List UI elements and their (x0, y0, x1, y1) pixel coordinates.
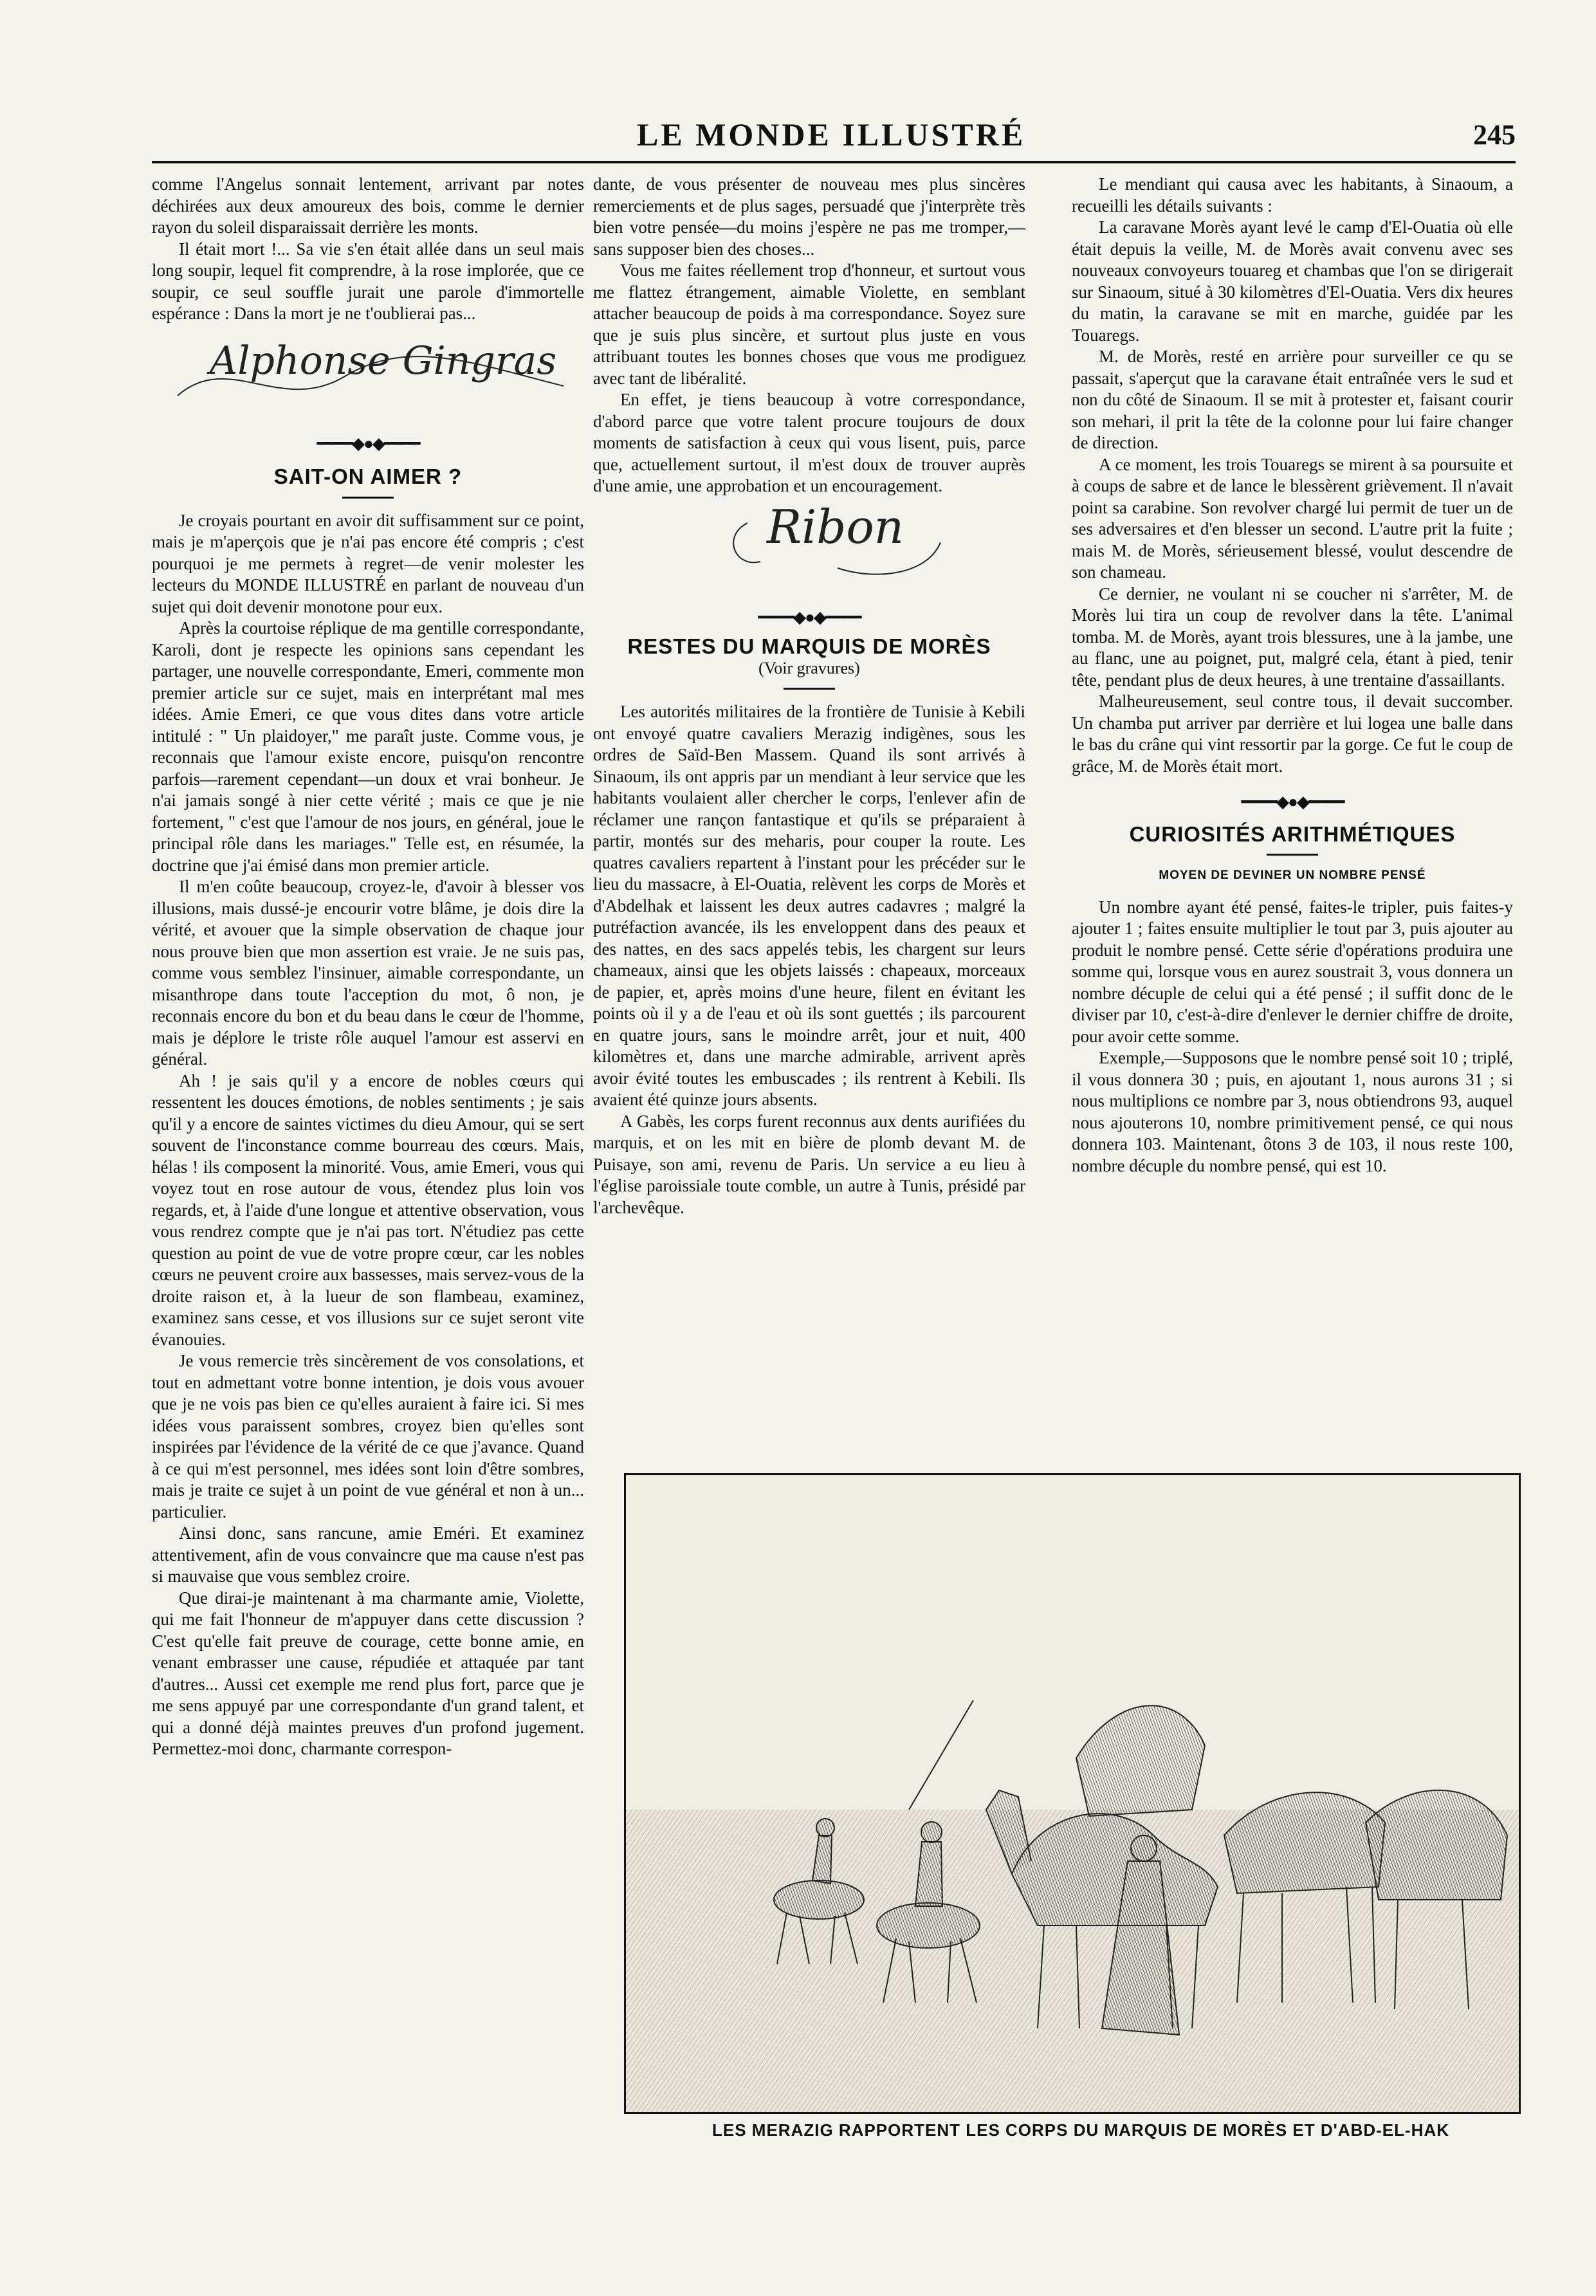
column-3 (1072, 174, 1513, 1177)
column-1 (152, 174, 584, 1760)
paragraph: La caravane Morès ayant levé le camp d'El-Ouatia où elle était depuis la veille, M. de Morès avait convenu avec ses nouveaux convoyeurs touareg et chambas que l'on se dirigerait sur Sinaoum, situé à 30 kilomètres d'El-Ouatia. Vers dix heures du matin, la caravane se mit en marche, guidée par les Touaregs. (1072, 217, 1513, 345)
paragraph: Malheureusement, seul contre tous, il devait succomber. Un chamba put arriver par derrière et lui logea une balle dans le bas du crâne qui vint ressortir par la gorge. Ce fut le coup de grâce, M. de Morès était mort. (1072, 692, 1513, 776)
paragraph: A Gabès, les corps furent reconnus aux dents aurifiées du marquis, et on les mit en bière de plomb devant M. de Puisaye, son ami, revenu de Paris. Un service a eu lieu à l'église paroissiale toute comble, un autre à Tunis, présidé par l'archevêque. (593, 1111, 1025, 1217)
paragraph: Il m'en coûte beaucoup, croyez-le, d'avoir à blesser vos illusions, mais dussé-je encourir votre blâme, je dois dire la vérité, et avouer que la simple observation de chaque jour nous prouve bien que mon assertion est vraie. Je ne suis pas, comme vous semblez l'insinuer, aimable correspondante, un misanthrope dans toute l'acception du mot, ô non, je reconnais encore du bon et du beau dans le cœur de l'homme, mais je déplore le triste rôle auquel l'amour est asservi en général. (152, 877, 584, 1069)
paragraph: Ah ! je sais qu'il y a encore de nobles cœurs qui ressentent les douces émotions, de nobles sentiments ; je sais qu'il y a encore de saintes victimes du dieu Amour, qui se sert souvent de l'inconstance comme bourreau des cœurs. Mais, hélas ! ils composent la minorité. Vous, amie Emeri, vous qui voyez tout en rose autour de vous, étendez plus loin vos regards, et, à l'aide d'une longue et attentive observation, vous vous rendrez compte que je n'ai pas tort. N'étudiez pas cette question au point de vue de votre propre cœur, car les nobles cœurs ne peuvent croire aux bassesses, mais servez-vous de la droite raison et, à la lueur de son flambeau, examinez, examinez sans cesse, et vos illusions sur ce sujet seront vite évanouies. (152, 1070, 584, 1349)
paragraph: Ainsi donc, sans rancune, amie Eméri. Et examinez attentivement, afin de vous convaincre que ma cause n'est pas si mauvaise que vous semblez croire. (152, 1523, 584, 1586)
paragraph: Vous me faites réellement trop d'honneur, et surtout vous me flattez étrangement, aimable Violette, en semblant attacher beaucoup de poids à ma correspondance. Soyez sure que je suis plus sincère, et surtout plus juste en vous attribuant toutes les bonnes choses que vous me prodiguez avec tant de libéralité. (593, 261, 1025, 388)
section-title: SAIT-ON AIMER ? (273, 464, 463, 488)
masthead-title: LE MONDE ILLUSTRÉ (637, 116, 1026, 152)
paragraph: Il était mort !... Sa vie s'en était allée dans un seul mais long soupir, lequel fit comprendre, à la rose implorée, que ce soupir, ce seul souffle jurait une parole d'immortelle espérance : Dans la mort je ne t'oublierai pas... (152, 239, 584, 323)
paragraph: Que dirai-je maintenant à ma charmante amie, Violette, qui me fait l'honneur de m'appuyer dans cette discussion ? C'est qu'elle fait preuve de courage, cette bonne amie, en venant embrasser une cause, répudiée et attaquée par tant d'autres... Aussi cet exemple me rend plus fort, parce que je me sens appuyé par une correspondante d'un grand talent, et qui a donné déjà maintes preuves d'un profond jugement. Permettez-moi donc, charmante correspon- (152, 1588, 584, 1758)
section-subtitle: (Voir gravures) (758, 658, 860, 677)
paragraph: Ce dernier, ne voulant ni se coucher ni s'arrêter, M. de Morès lui tira un coup de revolver dans la tête. L'animal tomba. M. de Morès, ayant trois blessures, une à la jambe, une au flanc, une au poignet, put, malgré cela, étant à pied, tenir tête, pendant plus de deux heures, à une trentaine d'assaillants. (1072, 583, 1513, 690)
signature-text: Ribon (767, 499, 904, 554)
paragraph: comme l'Angelus sonnait lentement, arrivant par notes déchirées aux deux amoureux des bois, comme le dernier rayon du soleil disparaissait derrière les monts. (152, 174, 584, 237)
short-rule (1267, 854, 1318, 856)
paragraph: Un nombre ayant été pensé, faites-le tripler, puis faites-y ajouter 1 ; faites ensuite multiplier le tout par 3, puis ajouter au produit le nombre pensé. Cette série d'opérations produira une somme qui, lorsque vous en aurez soustrait 3, vous donnera un nombre décuple de celui qui a été pensé ; il suffit donc de le diviser par 10, c'est-à-dire d'enlever le dernier chiffre de droite, pour avoir cette somme. (1072, 897, 1513, 1046)
ornament-divider: ━━━━◆●◆━━━━ (758, 607, 861, 627)
engraving-illustration (624, 1473, 1521, 2114)
paragraph: Le mendiant qui causa avec les habitants, à Sinaoum, a recueilli les détails suivants : (1072, 174, 1513, 216)
paragraph: M. de Morès, resté en arrière pour surveiller ce qu se passait, s'aperçut que la caravane était entraînée vers le sud et non du côté de Sinaoum. Il se mit à protester et, faisant courir son mehari, il prit la tête de la colonne pour lui faire changer de direction. (1072, 347, 1513, 452)
page-number: 245 (1473, 119, 1516, 151)
section-subtitle: MOYEN DE DEVINER UN NOMBRE PENSÉ (1159, 868, 1426, 882)
ornament-divider: ━━━━◆●◆━━━━ (1241, 793, 1344, 811)
section-title: RESTES DU MARQUIS DE MORÈS (627, 634, 991, 658)
signature-block (593, 497, 1025, 600)
section-title: CURIOSITÉS ARITHMÉTIQUES (1129, 822, 1456, 846)
short-rule (342, 497, 394, 499)
ornament-divider: ━━━━◆●◆━━━━ (316, 434, 419, 453)
signature-block (152, 325, 584, 421)
paragraph: Je croyais pourtant en avoir dit suffisamment sur ce point, mais je m'aperçois que je n'ai pas encore été compris ; c'est pourquoi je me permets à regret—de venir molester les lecteurs du MONDE ILLUSTRÉ en parlant de nouveau d'un sujet qui doit devenir monotone pour eux. (152, 510, 584, 616)
paragraph: Après la courtoise réplique de ma gentille correspondante, Karoli, dont je respecte les opinions sans cependant les partager, une nouvelle correspondante, Emeri, commente mon premier article sur ce sujet, mais en interprétant mal mes idées. Amie Emeri, ce que vous dites dans votre article intitulé : " Un plaidoyer," me paraît juste. Comme vous, je reconnais que l'amour existe encore, puisqu'on rencontre parfois—rarement cependant—un doux et vrai bonheur. Je n'ai jamais songé à nier cette vérité ; mais ce que je nie fortement, " c'est que l'amour de nos jours, en général, joue le principal rôle dans les mariages." Telle est, en résumée, la doctrine que j'ai émisé dans mon premier article. (152, 618, 584, 875)
header-rule (152, 161, 1516, 163)
column-2 (593, 174, 1025, 1218)
paragraph: Les autorités militaires de la frontière de Tunisie à Kebili ont envoyé quatre cavaliers Merazig indigènes, sous les ordres de Saïd-Ben Massem. Quand ils sont arrivés à Sinaoum, ils ont appris par un mendiant à leur service que les habitants voulaient aller chercher le corps, l'enlever afin de réclamer une rançon fantastique et qu'ils se préparaient à partir, montés sur des meharis, pour couper la route. Les quatres cavaliers repartent à l'instant pour les précéder sur le lieu du massacre, à El-Ouatia, relèvent les corps de Morès et d'Abdelhak et laissent les deux autres cadavres ; malgré la putréfaction avancée, ils les enveloppent dans des peaux et des nattes, en des sacs appelés tebis, les chargent sur leurs chameaux, ainsi que les objets laissés : chapeaux, morceaux de papier, et, après moins d'une heure, filent en évitant les points où il y a de l'eau et où ils sont guettés ; ils parcourent en quatre jours, sans le moindre arrêt, jour et nuit, 400 kilomètres et, dans une marche admirable, arrivent après avoir évité toutes les embuscades ; ils rentrent à Kebili. Ils avaient été quinze jours absents. (593, 702, 1025, 1109)
paragraph: A ce moment, les trois Touaregs se mirent à sa poursuite et à coups de sabre et de lance le blessèrent grièvement. Il n'avait point sa carabine. Son revolver chargé lui permit de tuer un de ses adversaires et d'en blesser un second. L'autre prit la fuite ; mais M. de Morès, sérieusement blessé, voulut descendre de son chameau. (1072, 454, 1513, 582)
illustration-caption: LES MERAZIG RAPPORTENT LES CORPS DU MARQUIS DE MORÈS ET D'ABD-EL-HAK (712, 2120, 1449, 2140)
paragraph: Je vous remercie très sincèrement de vos consolations, et tout en admettant votre bonne intention, je dois vous avouer que je ne vois pas bien ce qu'elles auraient à faire ici. Si mes idées vous paraissent sombres, croyez bien qu'elles sont inspirées par l'évidence de la vérité de ce que j'avance. Quand à ce qui m'est personnel, mes idées sont loin d'être sombres, mais je traite ce sujet à un point de vue général et non à un... particulier. (152, 1351, 584, 1521)
short-rule (784, 688, 835, 690)
paragraph: dante, de vous présenter de nouveau mes plus sincères remerciements et de plus sages, persuadé que j'interprète très bien votre pensée—du moins j'espère ne pas me tromper,—sans supposer bien des choses... (593, 174, 1025, 259)
signature-text: Alphonse Gingras (210, 338, 557, 383)
paragraph: Exemple,—Supposons que le nombre pensé soit 10 ; triplé, il vous donnera 30 ; puis, en ajoutant 1, nous aurons 31 ; si nous multiplions ce nombre par 3, nous obtiendrons 93, auquel nous ajouterons 10, nombre primitivement pensé, ce qui nous donnera 103. Maintenant, ôtons 3 de 103, il nous reste 100, nombre décuple du nombre pensé, qui est 10. (1072, 1048, 1513, 1175)
caravan-engraving (626, 1475, 1519, 2112)
paragraph: En effet, je tiens beaucoup à votre correspondance, d'abord parce que votre talent procure toujours de doux moments de satisfaction à ceux qui vous lisent, puis, parce que, actuellement surtout, il m'est doux de trouver auprès d'une amie, une approbation et un encouragement. (593, 390, 1025, 495)
